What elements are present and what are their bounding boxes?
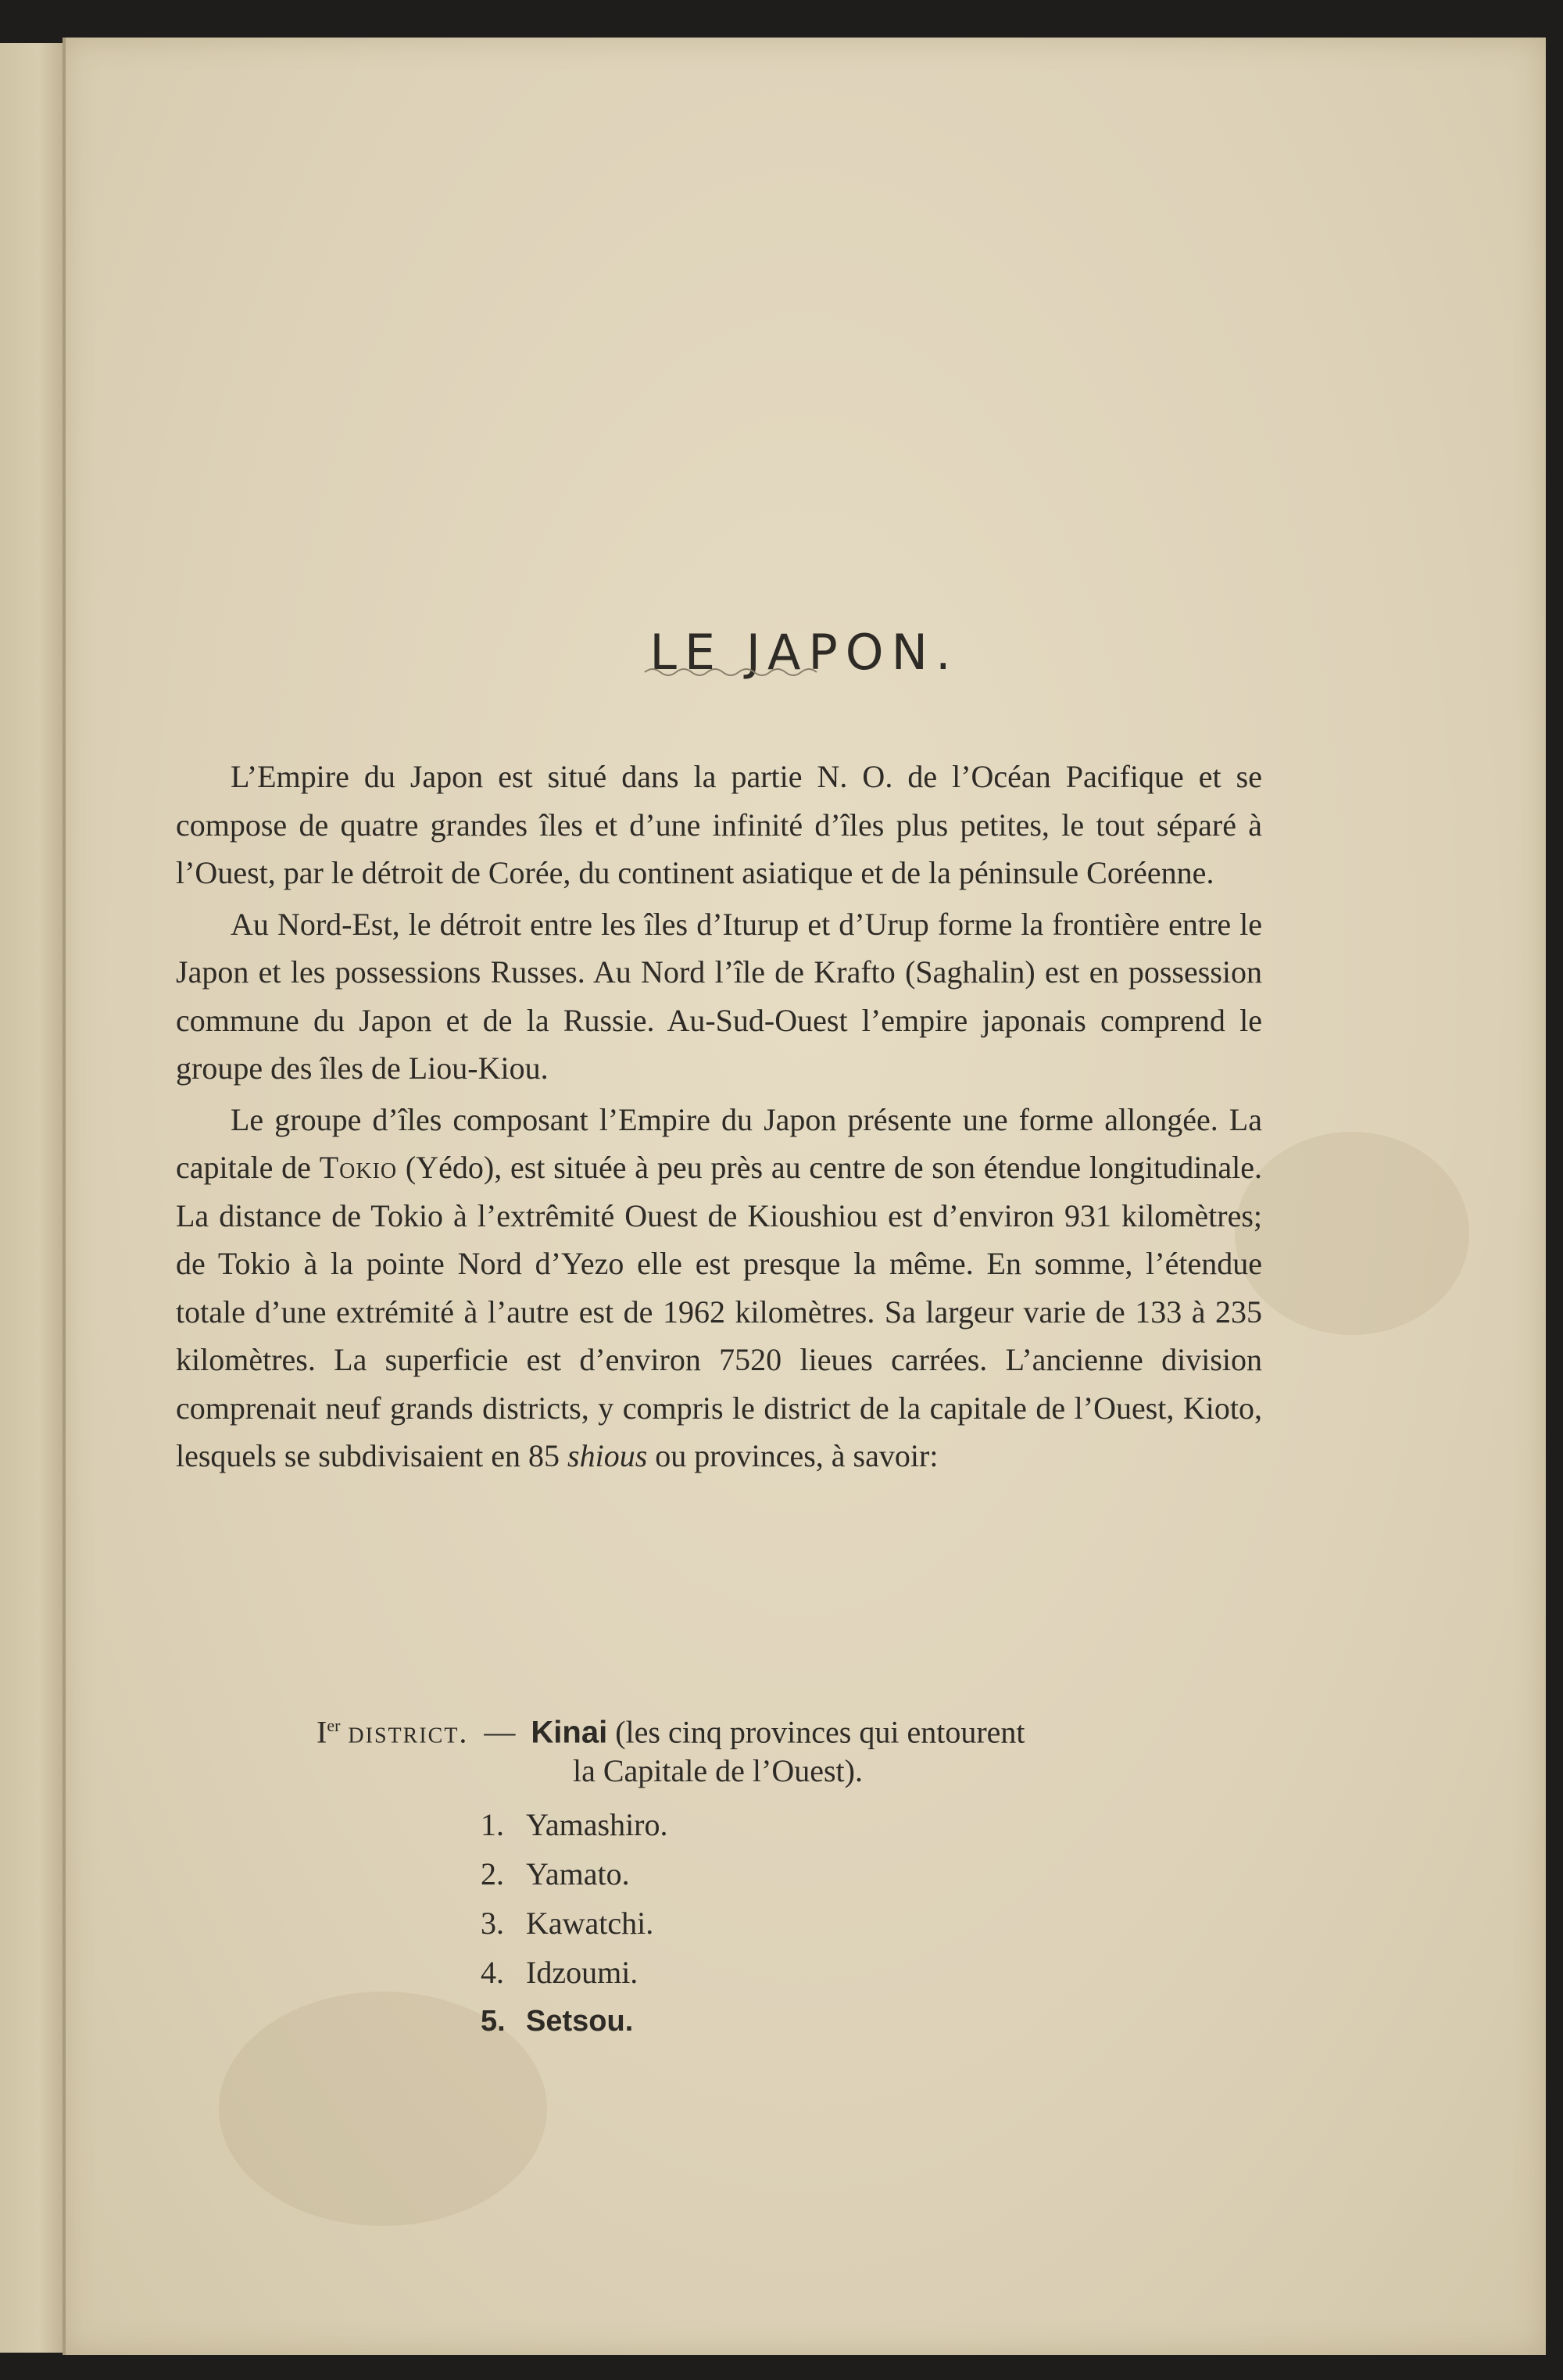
province-name: Kawatchi. bbox=[526, 1906, 654, 1941]
district-name: Kinai bbox=[531, 1715, 608, 1750]
district-superscript: er bbox=[327, 1716, 341, 1735]
province-name: Idzoumi. bbox=[526, 1955, 638, 1990]
paragraph-3 bbox=[176, 1096, 1262, 1480]
province-number: 5. bbox=[481, 2005, 506, 2038]
province-number: 1. bbox=[481, 1807, 504, 1842]
paper-stain bbox=[1235, 1132, 1469, 1335]
province-list bbox=[481, 1800, 668, 2046]
paragraph-3-part-3: ou provinces, à savoir: bbox=[647, 1438, 939, 1473]
list-item bbox=[481, 1948, 668, 1997]
province-name: Setsou. bbox=[526, 2005, 634, 2038]
page-gutter bbox=[63, 38, 66, 2355]
province-number: 4. bbox=[481, 1955, 504, 1990]
list-item bbox=[481, 1800, 668, 1849]
main-text bbox=[176, 753, 1262, 1480]
list-item bbox=[481, 1899, 668, 1948]
district-heading bbox=[317, 1706, 1254, 1791]
title-ornament bbox=[641, 664, 821, 680]
paragraph-1: L’Empire du Japon est situé dans la partie N. O. de l’Océan Pacifique et se compose de quatre grandes îles et d’une infinité d’îles plus petites, le tout séparé à l’Ouest, par le détroit de Corée, du continent asiatique et de la péninsule Coréenne. bbox=[176, 759, 1262, 890]
district-number: I bbox=[317, 1714, 327, 1750]
list-item bbox=[481, 1997, 668, 2046]
book-page bbox=[63, 38, 1546, 2355]
province-number: 3. bbox=[481, 1906, 504, 1941]
district-description-line-1: (les cinq provinces qui entourent bbox=[615, 1714, 1025, 1750]
shious-word: shious bbox=[567, 1438, 648, 1473]
province-name: Yamashiro. bbox=[526, 1807, 668, 1842]
capital-name: Tokio bbox=[319, 1150, 398, 1185]
province-number: 2. bbox=[481, 1856, 504, 1891]
district-description-line-2: la Capitale de l’Ouest). bbox=[573, 1753, 863, 1789]
paragraph-2: Au Nord-Est, le détroit entre les îles d’Iturup et d’Urup forme la frontière entre le Japon et les possessions Russes. Au Nord l’île de Krafto (Saghalin) est en possession commune du Japon et de la Russie. Au-Sud-Ouest l’empire japonais comprend le groupe des îles de Liou-Kiou. bbox=[176, 906, 1262, 1086]
previous-page-edge bbox=[0, 43, 64, 2353]
paragraph-3-part-1: Le groupe d’îles composant l’Empire du Japon présente une forme allongée. La capitale de bbox=[176, 1101, 1262, 1185]
page-title: LE JAPON. bbox=[649, 623, 959, 681]
district-dash: — bbox=[484, 1714, 516, 1750]
list-item bbox=[481, 1849, 668, 1899]
paragraph-3-part-2: (Yédo), est située à peu près au centre de son étendue longitudinale. La distance de Tokio à l’extrêmité Ouest de Kioushiou est d’environ 931 kilomètres; de Tokio à la pointe Nord d’Yezo elle est presque la même. En somme, l’étendue totale d’une extrémité à l’autre est de 1962 kilomètres. Sa largeur varie de 133 à 235 kilomètres. La superficie est d’environ 7520 lieues carrées. L’ancienne division comprenait neuf grands districts, y compris le district de la capitale de l’Ouest, Kioto, lesquels se subdivisaient en 85 bbox=[176, 1150, 1263, 1473]
district-label: district. bbox=[348, 1714, 469, 1750]
province-name: Yamato. bbox=[526, 1856, 630, 1891]
